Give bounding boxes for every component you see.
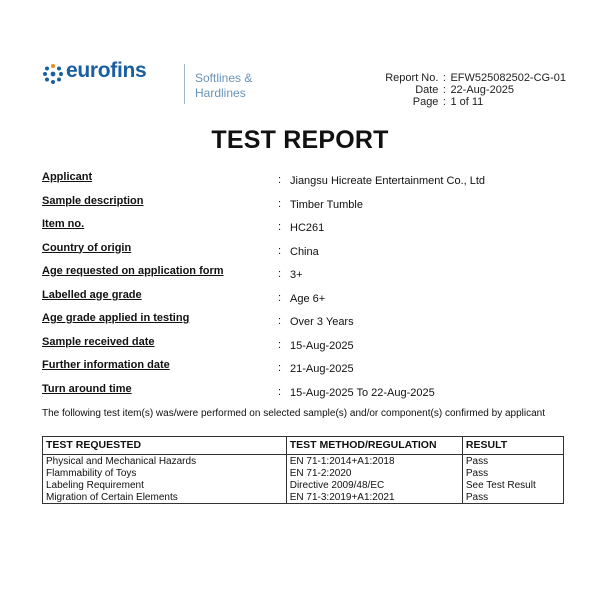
test-requested-cell: Labeling Requirement — [43, 479, 287, 491]
field-label: Country of origin — [42, 241, 132, 254]
field-colon: : — [278, 338, 282, 351]
column-header-test-method: TEST METHOD/REGULATION — [286, 437, 462, 455]
field-country-of-origin — [42, 242, 572, 266]
field-age-grade-applied — [42, 312, 572, 336]
field-colon: : — [278, 315, 282, 327]
column-header-test-requested: TEST REQUESTED — [43, 437, 287, 455]
field-colon: : — [278, 291, 282, 304]
test-method-cell: Directive 2009/48/EC — [286, 479, 462, 491]
field-value: China — [290, 245, 319, 258]
table-header-row — [43, 437, 564, 455]
field-value: 15-Aug-2025 To 22-Aug-2025 — [290, 386, 435, 399]
meta-colon: : — [442, 72, 446, 84]
eurofins-dots-icon — [42, 63, 64, 85]
report-page: 1 of 11 — [450, 96, 484, 108]
report-date-row — [382, 84, 566, 96]
division-line-1: Softlines & — [195, 71, 253, 85]
test-method-cell: EN 71-2:2020 — [286, 467, 462, 479]
page-title: TEST REPORT — [211, 126, 389, 154]
field-label: Item no. — [42, 218, 85, 230]
result-cell: Pass — [462, 467, 563, 479]
division-line-2: Hardlines — [195, 86, 246, 100]
field-colon: : — [278, 385, 282, 398]
meta-colon: : — [442, 96, 446, 108]
field-sample-description — [42, 195, 572, 219]
result-cell: See Test Result — [462, 479, 563, 491]
field-applicant — [42, 171, 572, 195]
meta-label: Report No. — [385, 72, 439, 84]
field-value: Timber Tumble — [290, 198, 363, 211]
field-further-information-date — [42, 359, 572, 383]
field-label: Labelled age grade — [42, 288, 142, 301]
field-turn-around-time — [42, 383, 572, 407]
logo-divider — [184, 64, 185, 104]
brand-name: eurofins — [66, 59, 147, 82]
field-value: Over 3 Years — [290, 316, 354, 328]
test-method-cell: EN 71-3:2019+A1:2021 — [286, 491, 462, 504]
meta-label: Date — [415, 84, 439, 96]
test-requested-cell: Physical and Mechanical Hazards — [43, 455, 287, 468]
field-colon: : — [278, 221, 282, 233]
table-row — [43, 455, 564, 468]
report-fields — [42, 171, 572, 406]
results-table — [42, 436, 564, 504]
field-label: Turn around time — [42, 382, 132, 395]
field-label: Age requested on application form — [42, 265, 224, 277]
field-label: Sample received date — [42, 335, 155, 348]
division-name — [195, 71, 252, 101]
table-row — [43, 491, 564, 504]
meta-colon: : — [442, 84, 446, 96]
column-header-result: RESULT — [462, 437, 563, 455]
field-label: Sample description — [42, 194, 144, 207]
field-labelled-age-grade — [42, 289, 572, 313]
result-cell: Pass — [462, 455, 563, 468]
test-requested-cell: Flammability of Toys — [43, 467, 287, 479]
field-value: 15-Aug-2025 — [290, 339, 354, 352]
field-label: Age grade applied in testing — [42, 312, 190, 324]
meta-label: Page — [412, 96, 439, 108]
field-value: Age 6+ — [290, 292, 326, 305]
field-colon: : — [278, 197, 282, 210]
field-value: 3+ — [290, 269, 303, 281]
field-value: Jiangsu Hicreate Entertainment Co., Ltd — [290, 175, 486, 187]
field-value: HC261 — [290, 222, 325, 234]
field-colon: : — [278, 244, 282, 257]
field-sample-received-date — [42, 336, 572, 360]
test-requested-cell: Migration of Certain Elements — [43, 491, 287, 504]
report-number: EFW525082502-CG-01 — [450, 72, 566, 84]
test-items-note: The following test item(s) was/were performed on selected sample(s) and/or component(s) confirmed by applicant — [42, 408, 545, 419]
field-value: 21-Aug-2025 — [290, 363, 354, 375]
field-label: Applicant — [42, 171, 93, 183]
result-cell: Pass — [462, 491, 563, 504]
table-row — [43, 479, 564, 491]
report-number-row — [382, 72, 566, 84]
field-item-no — [42, 218, 572, 242]
field-colon: : — [278, 268, 282, 280]
test-method-cell: EN 71-1:2014+A1:2018 — [286, 455, 462, 468]
report-page-row — [382, 96, 566, 108]
table-row — [43, 467, 564, 479]
field-colon: : — [278, 362, 282, 374]
field-age-requested — [42, 265, 572, 289]
field-colon: : — [278, 174, 282, 186]
report-date: 22-Aug-2025 — [450, 84, 515, 96]
field-label: Further information date — [42, 359, 170, 371]
report-meta — [382, 72, 566, 108]
